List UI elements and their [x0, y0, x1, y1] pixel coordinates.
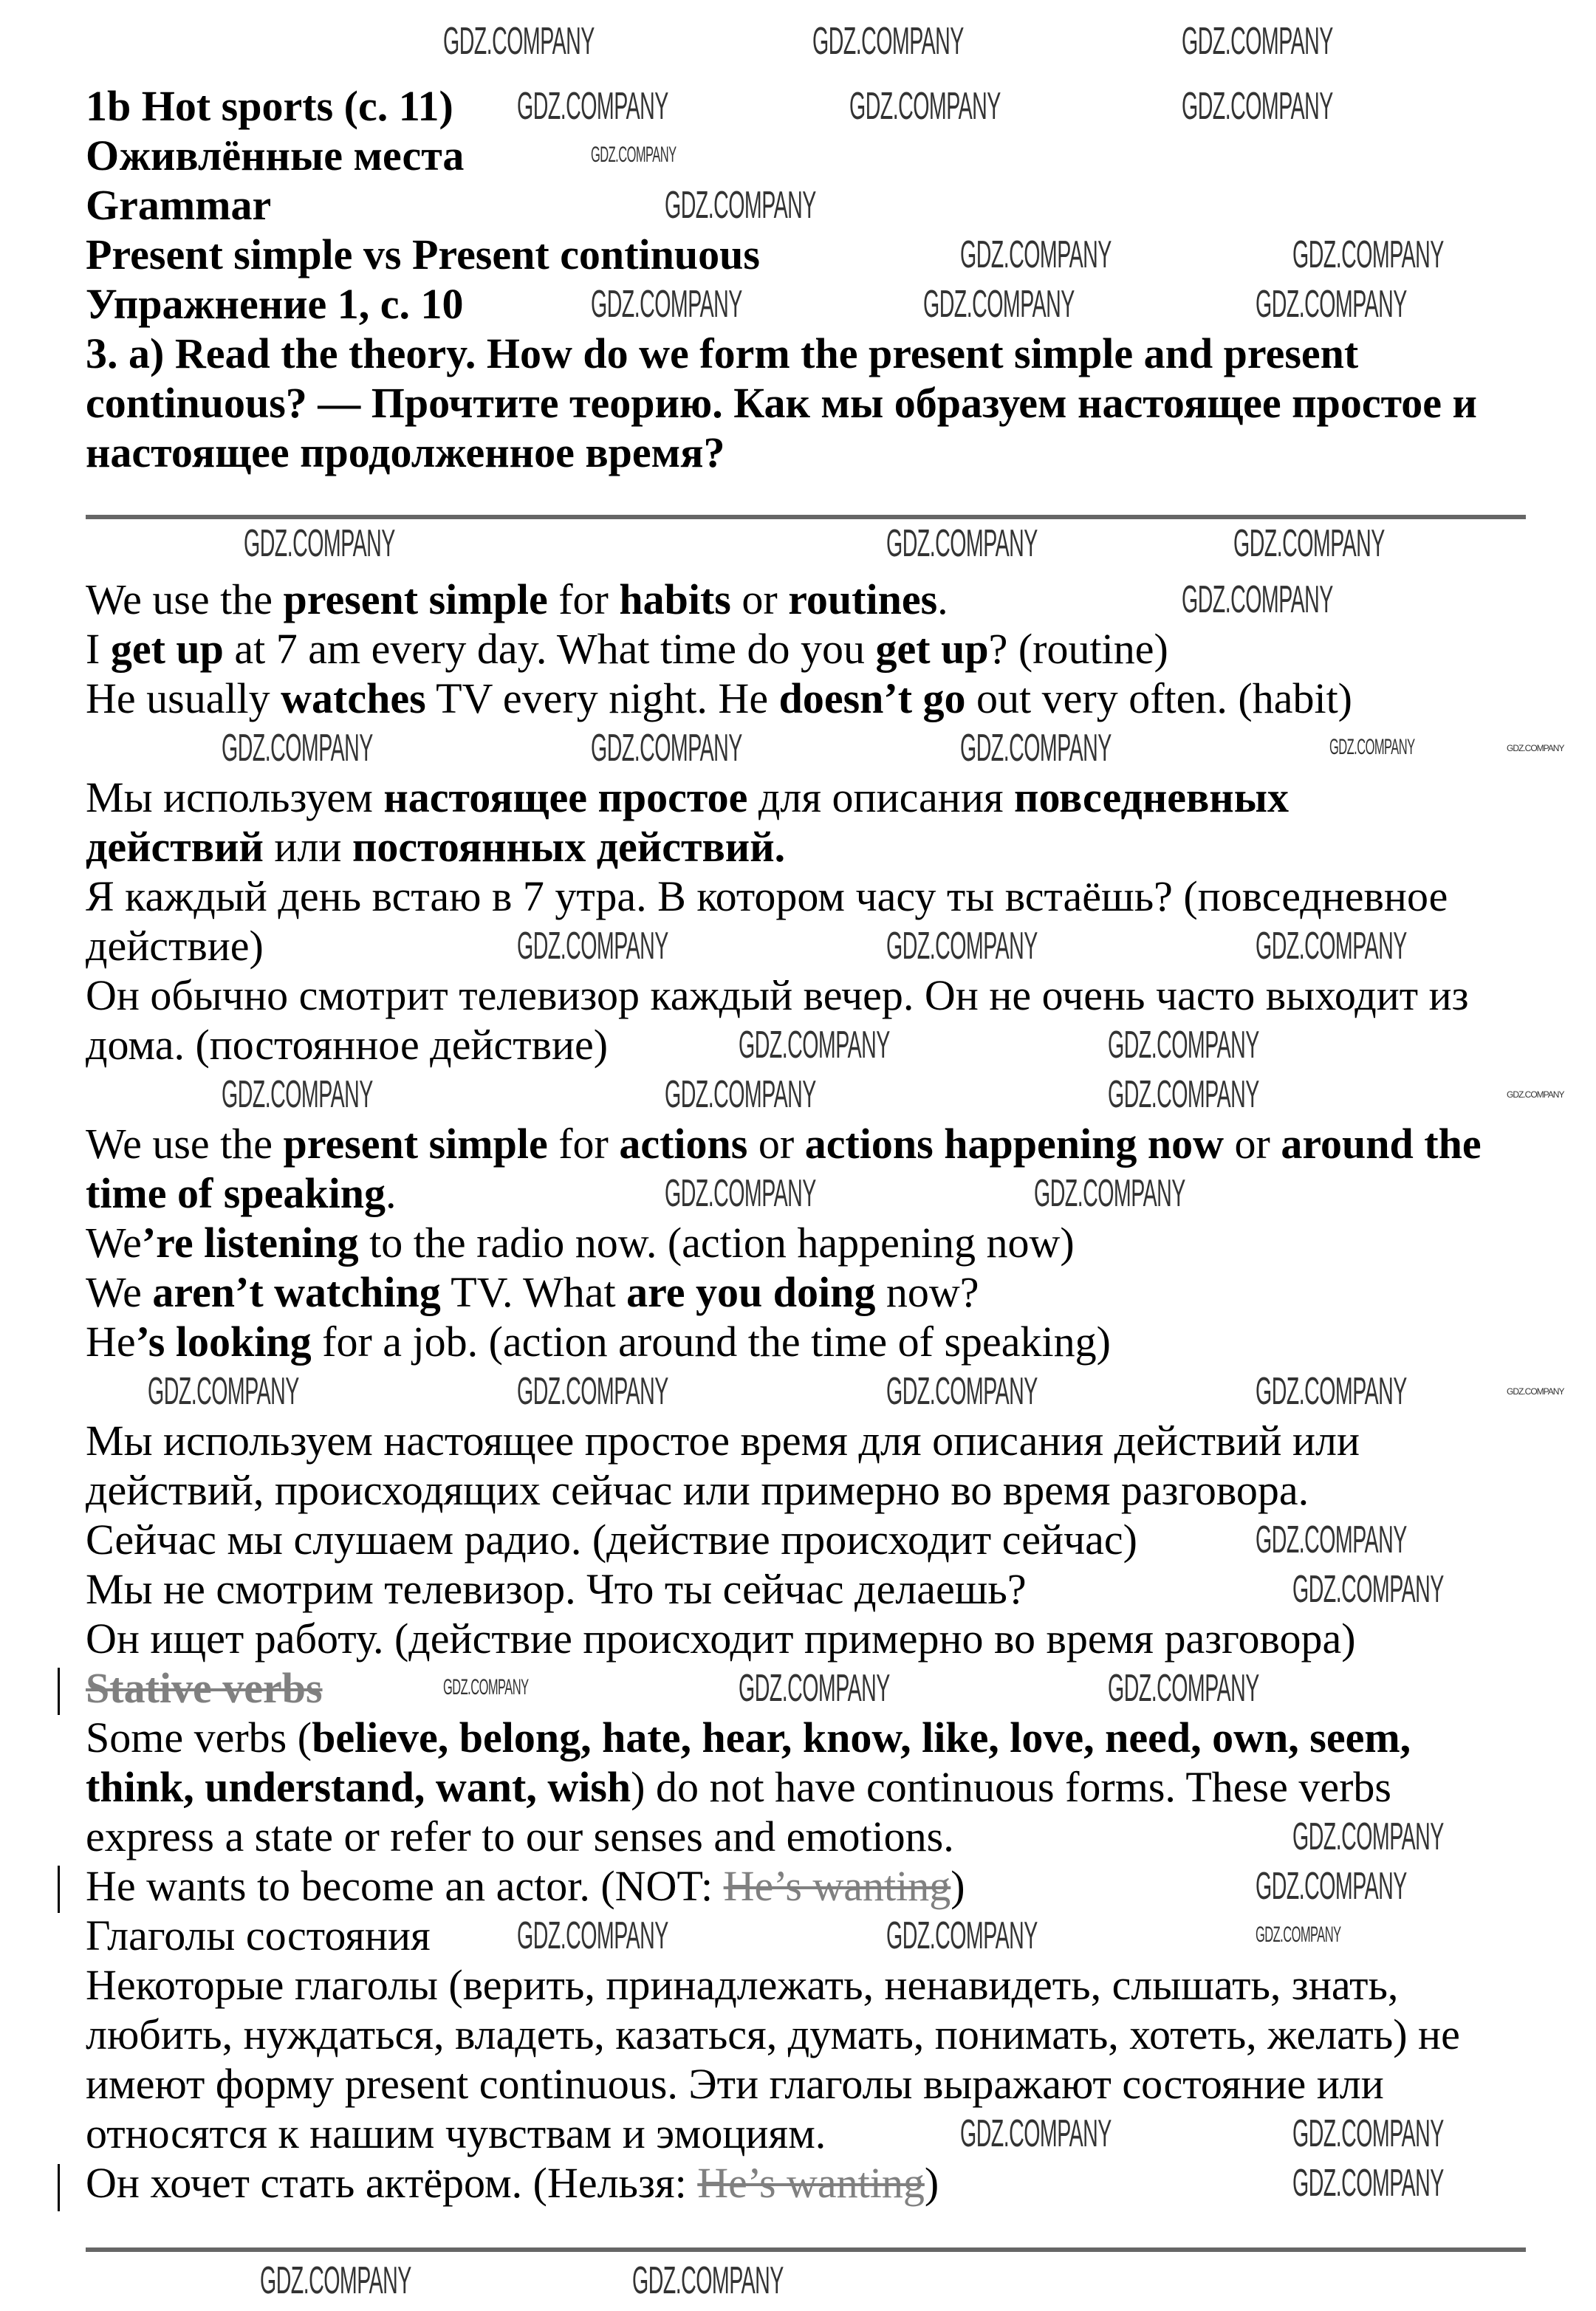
bold-text: watches — [281, 674, 426, 722]
text-segment: I — [86, 625, 111, 673]
struck-text: Stative verbs — [86, 1664, 323, 1712]
watermark-text: GDZ.COMPANY — [1108, 1024, 1259, 1067]
text-segment: Я каждый день встаю в 7 утра. В котором часу ты встаёшь? (повседневное — [86, 872, 1448, 920]
text-segment: He — [86, 1318, 136, 1366]
bold-text: get up — [110, 625, 224, 673]
watermark-text: GDZ.COMPANY — [1292, 2162, 1444, 2205]
watermark-text: GDZ.COMPANY — [1182, 85, 1333, 128]
text-segment: at 7 am every day. What time do you — [223, 625, 876, 673]
text-segment: We use the — [86, 575, 284, 623]
bold-text: Упражнение 1, с. 10 — [86, 280, 464, 328]
text-line — [86, 1465, 1596, 1515]
watermark-text: GDZ.COMPANY — [1292, 2112, 1444, 2155]
text-line — [86, 329, 1596, 378]
watermark-text: GDZ.COMPANY — [886, 522, 1038, 565]
watermark-text: GDZ.COMPANY — [632, 2259, 784, 2302]
bold-text: believe, belong, hate, hear, know, like, love, need, own, seem, — [312, 1713, 1411, 1762]
watermark-text: GDZ.COMPANY — [443, 20, 595, 63]
watermark-text: GDZ.COMPANY — [591, 143, 677, 167]
text-segment: ? (routine) — [988, 625, 1168, 673]
bold-text: повседневных — [1014, 773, 1290, 821]
bold-text: present simple — [283, 1120, 548, 1168]
watermark-text: GDZ.COMPANY — [1507, 1386, 1564, 1397]
watermark-text: GDZ.COMPANY — [1507, 743, 1564, 753]
text-segment: for — [547, 575, 620, 623]
text-segment: Мы не смотрим телевизор. Что ты сейчас делаешь? — [86, 1565, 1027, 1613]
watermark-text: GDZ.COMPANY — [665, 184, 816, 227]
text-segment: for — [547, 1120, 620, 1168]
watermark-text: GDZ.COMPANY — [1329, 735, 1415, 759]
bold-text: 3. a) Read the theory. How do we form the present simple and present — [86, 329, 1359, 377]
watermark-text: GDZ.COMPANY — [1256, 283, 1407, 326]
watermark-text: GDZ.COMPANY — [222, 1073, 373, 1116]
watermark-text: GDZ.COMPANY — [517, 1370, 668, 1413]
watermark-text: GDZ.COMPANY — [591, 283, 742, 326]
text-segment: ) — [951, 1862, 965, 1910]
watermark-text: GDZ.COMPANY — [960, 2112, 1112, 2155]
text-segment: . — [386, 1169, 397, 1217]
bold-text: ’re listening — [141, 1219, 359, 1267]
watermark-text: GDZ.COMPANY — [148, 1370, 299, 1413]
struck-text: He’s wanting — [723, 1862, 951, 1910]
watermark-text: GDZ.COMPANY — [591, 727, 742, 770]
text-segment: любить, нуждаться, владеть, казаться, думать, понимать, хотеть, желать) не — [86, 2010, 1460, 2058]
text-line — [86, 1960, 1596, 2010]
watermark-text: GDZ.COMPANY — [960, 727, 1112, 770]
watermark-text: GDZ.COMPANY — [1182, 578, 1333, 621]
text-segment: Мы используем настоящее простое время для описания действий или — [86, 1417, 1360, 1465]
text-line — [86, 872, 1596, 921]
text-segment: или — [263, 823, 352, 871]
text-segment: We use the — [86, 1120, 284, 1168]
watermark-text: GDZ.COMPANY — [886, 1370, 1038, 1413]
text-segment: or — [747, 1120, 805, 1168]
watermark-text: GDZ.COMPANY — [1256, 1923, 1341, 1947]
watermark-text: GDZ.COMPANY — [1292, 1568, 1444, 1611]
text-line — [86, 2059, 1596, 2109]
text-segment: now? — [875, 1268, 979, 1316]
text-line — [86, 773, 1596, 822]
text-segment: имеют форму present continuous. Эти глаголы выражают состояние или — [86, 2060, 1384, 2108]
bold-text: are you doing — [626, 1268, 876, 1316]
text-line — [86, 970, 1596, 1020]
bold-text: routines — [788, 575, 938, 623]
bold-text: around the — [1281, 1120, 1482, 1168]
bold-text: aren’t watching — [152, 1268, 441, 1316]
text-line — [86, 575, 1596, 624]
text-line — [86, 1267, 1596, 1317]
exercise-header — [86, 81, 1596, 477]
text-segment: Некоторые глаголы (верить, принадлежать, ненавидеть, слышать, знать, — [86, 1961, 1399, 2009]
text-segment: out very often. (habit) — [965, 674, 1352, 722]
watermark-text: GDZ.COMPANY — [739, 1667, 890, 1710]
text-line — [86, 1218, 1596, 1267]
watermark-text: GDZ.COMPANY — [517, 1914, 668, 1957]
struck-text: He’s wanting — [697, 2159, 925, 2207]
watermark-text: GDZ.COMPANY — [1034, 1172, 1185, 1215]
text-segment: He usually — [86, 674, 281, 722]
text-segment: or — [1223, 1120, 1281, 1168]
watermark-text: GDZ.COMPANY — [1256, 1519, 1407, 1561]
text-line — [86, 1168, 1596, 1218]
bold-text: continuous? — Прочтите теорию. Как мы образуем настоящее простое и — [86, 379, 1477, 427]
bold-text: Present simple vs Present continuous — [86, 230, 760, 278]
watermark-text: GDZ.COMPANY — [849, 85, 1001, 128]
text-line — [86, 1713, 1596, 1762]
watermark-text: GDZ.COMPANY — [1256, 925, 1407, 968]
watermark-text: GDZ.COMPANY — [1108, 1073, 1259, 1116]
text-line — [86, 1911, 1596, 1960]
bold-text: doesn’t go — [778, 674, 966, 722]
bold-text: present simple — [283, 575, 548, 623]
text-segment: We — [86, 1219, 142, 1267]
text-segment: Он обычно смотрит телевизор каждый вечер. Он не очень часто выходит из — [86, 971, 1469, 1019]
change-bar — [58, 2164, 60, 2211]
watermark-text: GDZ.COMPANY — [923, 283, 1075, 326]
text-segment: ) do not have continuous forms. These verbs — [631, 1763, 1391, 1811]
text-segment: ) — [924, 2159, 939, 2207]
watermark-text: GDZ.COMPANY — [960, 233, 1112, 276]
bold-text: actions — [619, 1120, 748, 1168]
text-segment: Сейчас мы слушаем радио. (действие происходит сейчас) — [86, 1516, 1137, 1564]
watermark-text: GDZ.COMPANY — [665, 1172, 816, 1215]
watermark-text: GDZ.COMPANY — [812, 20, 964, 63]
text-segment: действий, происходящих сейчас или примерно во время разговора. — [86, 1466, 1309, 1514]
bold-text: Оживлённые места — [86, 131, 465, 179]
watermark-text: GDZ.COMPANY — [443, 1675, 529, 1699]
watermark-text: GDZ.COMPANY — [517, 85, 668, 128]
bold-text: ’s looking — [135, 1318, 312, 1366]
watermark-text: GDZ.COMPANY — [886, 925, 1038, 968]
watermark-text: GDZ.COMPANY — [1233, 522, 1385, 565]
text-segment: Он ищет работу. (действие происходит примерно во время разговора) — [86, 1615, 1356, 1663]
watermark-text: GDZ.COMPANY — [1256, 1370, 1407, 1413]
bold-text: настоящее простое — [383, 773, 748, 821]
text-line — [86, 81, 1596, 131]
text-segment: дома. (постоянное действие) — [86, 1021, 609, 1069]
text-line — [86, 378, 1596, 428]
text-segment: for a job. (action around the time of speaking) — [311, 1318, 1111, 1366]
text-segment: Мы используем — [86, 773, 384, 821]
watermark-text: GDZ.COMPANY — [1256, 1865, 1407, 1908]
text-segment: to the radio now. (action happening now) — [358, 1219, 1075, 1267]
watermark-text: GDZ.COMPANY — [260, 2259, 411, 2302]
text-segment: We — [86, 1268, 153, 1316]
text-line — [86, 1762, 1596, 1812]
bold-text: actions happening now — [804, 1120, 1224, 1168]
text-segment: Глаголы состояния — [86, 1911, 431, 1959]
text-segment: or — [730, 575, 789, 623]
bold-text: настоящее продолженное время? — [86, 428, 725, 476]
watermark-text: GDZ.COMPANY — [1292, 233, 1444, 276]
text-segment: действие) — [86, 922, 264, 970]
divider-top — [86, 515, 1526, 519]
text-line — [86, 2010, 1596, 2059]
change-bar — [58, 1668, 60, 1715]
bold-text: habits — [619, 575, 731, 623]
bold-text: time of speaking — [86, 1169, 386, 1217]
bold-text: get up — [875, 625, 989, 673]
text-segment: He wants to become an actor. (NOT: — [86, 1862, 724, 1910]
text-segment: Some verbs ( — [86, 1713, 312, 1762]
watermark-text: GDZ.COMPANY — [886, 1914, 1038, 1957]
bold-text: Grammar — [86, 181, 272, 229]
change-bar — [58, 1866, 60, 1913]
text-line — [86, 674, 1596, 723]
text-segment: для описания — [747, 773, 1015, 821]
watermark-text: GDZ.COMPANY — [1507, 1089, 1564, 1100]
watermark-text: GDZ.COMPANY — [222, 727, 373, 770]
text-line — [86, 131, 1596, 180]
watermark-text: GDZ.COMPANY — [665, 1073, 816, 1116]
text-line — [86, 1614, 1596, 1663]
watermark-text: GDZ.COMPANY — [1292, 1815, 1444, 1858]
divider-bottom — [86, 2247, 1526, 2252]
text-line — [86, 1119, 1596, 1168]
text-line — [86, 428, 1596, 477]
text-segment: TV every night. He — [425, 674, 779, 722]
watermark-text: GDZ.COMPANY — [244, 522, 395, 565]
bold-text: действий — [86, 823, 264, 871]
bold-text: think, understand, want, wish — [86, 1763, 631, 1811]
watermark-text: GDZ.COMPANY — [1182, 20, 1333, 63]
bold-text: постоянных действий. — [352, 823, 786, 871]
text-line — [86, 822, 1596, 872]
text-segment: express a state or refer to our senses and emotions. — [86, 1812, 954, 1860]
text-segment: TV. What — [440, 1268, 627, 1316]
watermark-text: GDZ.COMPANY — [739, 1024, 890, 1067]
text-line — [86, 180, 1596, 230]
text-segment: относятся к нашим чувствам и эмоциям. — [86, 2109, 826, 2157]
watermark-text: GDZ.COMPANY — [517, 925, 668, 968]
text-line — [86, 624, 1596, 674]
watermark-text: GDZ.COMPANY — [1108, 1667, 1259, 1710]
text-line — [86, 1416, 1596, 1465]
text-segment: Он хочет стать актёром. (Нельзя: — [86, 2159, 698, 2207]
text-segment: . — [937, 575, 948, 623]
text-line — [86, 1317, 1596, 1366]
bold-text: 1b Hot sports (c. 11) — [86, 82, 453, 130]
